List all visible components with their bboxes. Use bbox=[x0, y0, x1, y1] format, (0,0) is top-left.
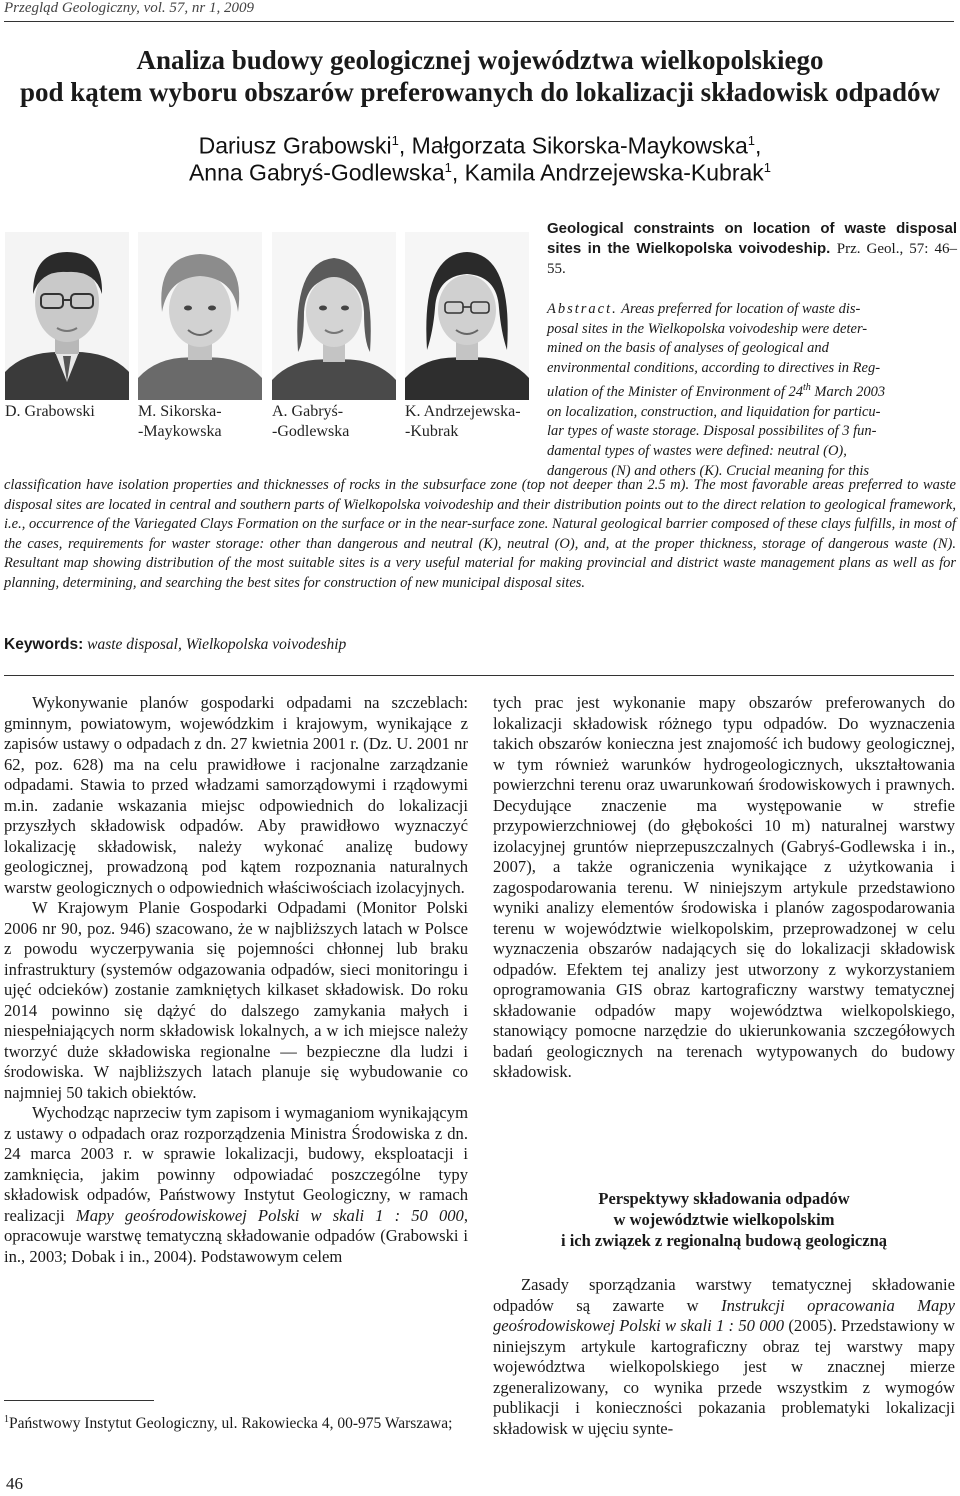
keywords-label: Keywords: bbox=[4, 636, 84, 653]
photo-caption-line: D. Grabowski bbox=[5, 403, 95, 420]
footnote-text: Państwowy Instytut Geologiczny, ul. Rakowiecka 4, 00-975 Warszawa; bbox=[9, 1415, 453, 1433]
authors-line-2: Anna Gabryś-Godlewska$^1$, Kamila Andrzejewska-Kubrak$^1$ bbox=[188, 159, 772, 186]
abstract-line bbox=[547, 378, 957, 402]
abstract-sup: th bbox=[803, 382, 811, 394]
citation-title: Geological constraints on location of waste disposal sites in the Wielkopolska voivodeship. bbox=[547, 220, 957, 257]
footnote-rule bbox=[4, 1400, 154, 1401]
abstract-line: environmental conditions, according to directives in Reg- bbox=[547, 359, 881, 376]
citation-source: Prz. Geol., 57: 46–55. bbox=[547, 241, 957, 277]
abstract-narrow bbox=[547, 300, 957, 481]
right-column-2 bbox=[493, 1275, 955, 1439]
photo-caption-line: M. Sikorska- bbox=[138, 403, 222, 420]
paragraph-italic: Instrukcji opracowania Mapy geośrodowiskowej Polski w skali 1 : 50 000 bbox=[493, 1295, 955, 1335]
author-photo-andrzejewska bbox=[405, 232, 529, 400]
paragraph-text: (2005). Przedstawiony w niniejszym artykule kartograficzny obraz tej warstwy mapy województwa wielkopolskiego jest w znacznej mierze zgeneralizowany, co wynika przede wszystkim z wymogów publikacji i konieczności pokazania problematyki lokalizacji składowisk w ujęciu synte- bbox=[493, 1316, 955, 1438]
author-2: Małgorzata Sikorska-Maykowska bbox=[411, 132, 748, 159]
heading-line: w województwie wielkopolskim bbox=[613, 1210, 835, 1229]
citation bbox=[547, 219, 957, 279]
header-rule bbox=[4, 21, 954, 22]
paragraph: W Krajowym Planie Gospodarki Odpadami (Monitor Polski 2006 nr 90, poz. 946) szacowano, że w najbliższych latach w Polsce z powodu wyczerpywania się pojemności chłonnej lub braku infrastruktury (systemów odgazowania odpadów, sieci monitoringu i ujęć odcieków) zostanie zamkniętych kilkaset składowisk. Do roku 2014 powinno się dążyć do dalszego zamykania małych i niespełniających norm składowisk lokalnych, a w ich miejsce należy tworzyć duże składowiska regionalne — bezpieczne dla ludzi i środowiska. W najbliższych latach planuje się wybudowanie co najmniej 50 takich obiektów. bbox=[4, 898, 468, 1102]
keywords bbox=[4, 636, 346, 654]
affiliation-mark: 1 bbox=[763, 160, 772, 175]
title-line-2: pod kątem wyboru obszarów preferowanych do lokalizacji składowisk odpadów bbox=[19, 77, 941, 107]
abstract-line: damental types of wastes were defined: neutral (O), bbox=[547, 442, 847, 459]
paragraph-italic: Mapy geośrodowiskowej Polski w skali 1 : 50 000 bbox=[75, 1205, 464, 1225]
section-rule bbox=[4, 675, 954, 676]
affiliation-mark: 1 bbox=[444, 160, 452, 175]
photo-caption-line: A. Gabryś- bbox=[272, 403, 344, 420]
paragraph bbox=[493, 1275, 955, 1439]
photo-caption-1 bbox=[5, 402, 95, 422]
abstract-line: mined on the basis of analyses of geological and bbox=[547, 340, 829, 357]
author-1: Dariusz Grabowski bbox=[198, 132, 392, 159]
author-4: Kamila Andrzejewska-Kubrak bbox=[464, 159, 764, 186]
abstract-text: ulation of the Minister of Environment of 24 bbox=[547, 384, 804, 401]
photo-caption-line: -Kubrak bbox=[405, 423, 459, 440]
paragraph-text: Zasady sporządzania warstwy tematycznej składowanie odpadów są zawarte w bbox=[493, 1275, 955, 1315]
title-line-1: Analiza budowy geologicznej województwa wielkopolskiego bbox=[136, 45, 824, 75]
affiliation-mark: 1 bbox=[747, 133, 756, 148]
abstract-full: classification have isolation properties and thicknesses of rocks in the subsurface zone (top not deeper than 2.5 m). The most favorable areas preferred to waste disposal sites are located in central and southern parts of Wielkopolska voivodeship and their distribution points out to the direct relation to geological framework, i.e., occurrence of the Variegated Clays Formation on the surface or in the near-surface zone. Natural geological barrier composed of these clays fulfills, in most of the cases, requirements for waster storage: other than dangerous and neutral (K), neutral (O), and, at the proper thickness, storage of dangerous waste (N). Resultant map showing distribution of the most suitable sites is a very useful material for making provincial and district waste management plans as well as for planning, determining, and searching the best sites for construction of new municipal disposal sites. bbox=[4, 477, 957, 591]
abstract-text: March 2003 bbox=[810, 384, 886, 401]
photo-caption-4 bbox=[405, 402, 521, 442]
abstract-label: Abstract. bbox=[547, 301, 618, 317]
heading-line: i ich związek z regionalną budową geologiczną bbox=[560, 1231, 888, 1250]
right-column bbox=[493, 693, 955, 1083]
paragraph: tych prac jest wykonanie mapy obszarów preferowanych do lokalizacji składowisk różnego typu odpadów. Do wyznaczenia takich obszarów konieczna jest znajomość ich budowy geologicznej, w tym również warunków hydrogeologicznych, ukształtowania powierzchni terenu oraz uwarunkowań środowiskowych i prawnych. Decydujące znaczenie ma występowanie w strefie przypowierzchniowej (do głębokości 10 m) naturalnej warstwy izolacyjnej gruntów nieprzepuszczalnych (Gabryś-Godlewska i in., 2007), a także ograniczenia wynikające z użytkowania i zagospodarowania terenu. W niniejszym artykule przedstawiono wyniki analizy elementów środowiska i planów zagospodarowania terenu w województwie wielkopolskim, przeprowadzonej w celu wyznaczenia obszarów nadających się do lokalizacji składowisk odpadów. Efektem tej analizy jest utworzony z wykorzystaniem oprogramowania GIS obraz kartograficzny warstwy tematycznej składowanie odpadów mapy województwa wielkopolskiego, stanowiący pomocne narzędzie do ukierunkowania szczegółowych badań geologicznych na terenach wytypowanych do budowy składowisk. bbox=[493, 693, 955, 1081]
abstract-line: posal sites in the Wielkopolska voivodeship were deter- bbox=[547, 320, 868, 337]
abstract-line: dangerous (N) and others (K). Crucial meaning for this bbox=[547, 462, 870, 479]
page-number: 46 bbox=[6, 1474, 23, 1493]
author-photo-grabowski bbox=[5, 232, 129, 400]
photo-caption-3 bbox=[272, 402, 349, 442]
photo-caption-line: K. Andrzejewska- bbox=[405, 403, 521, 420]
author-photo-gabrys bbox=[272, 232, 396, 400]
keywords-value: waste disposal, Wielkopolska voivodeship bbox=[87, 636, 347, 653]
abstract-text: Areas preferred for location of waste dis- bbox=[621, 301, 861, 317]
paragraph bbox=[4, 1103, 468, 1267]
heading-line: Perspektywy składowania odpadów bbox=[598, 1189, 850, 1208]
abstract-line: on localization, construction, and liquidation for particu- bbox=[547, 403, 881, 420]
paragraph: Wykonywanie planów gospodarki odpadami na szczeblach: gminnym, powiatowym, wojewódzkim i krajowym, wynikające z zapisów ustawy o odpadach z dn. 27 kwietnia 2001 r. (Dz. U. 2001 nr 62, poz. 628) ma na celu prawidłowe i racjonalne zarządzanie odpadami. Stawia to przed władzami samorządowymi i rządowymi m.in. zadanie wskazania miejsc odpowiednich do lokalizacji przyszłych składowisk odpadów. Aby prawidłowo wyznaczyć lokalizację składowisk, należy wykonać analizę budowy geologicznej, prowadzoną pod kątem rozpoznania naturalnych warstw geologicznych o odpowiednich właściwościach izolacyjnych. bbox=[4, 693, 468, 897]
abstract-line: lar types of waste storage. Disposal possibilites of 3 fun- bbox=[547, 423, 877, 440]
paragraph-text: Wychodząc naprzeciw tym zapisom i wymaganiom wynikającym z ustawy o odpadach oraz rozporządzenia Ministra Środowiska z dn. 24 marca 2003 r. w sprawie lokalizacji, budowy, eksploatacji i zamknięcia, jakim powinny odpowiadać poszczególne typy składowisk odpadów, Państwowy Instytut Geologiczny, w ramach realizacji bbox=[4, 1103, 468, 1225]
journal-header: Przegląd Geologiczny, vol. 57, nr 1, 2009 bbox=[4, 0, 254, 16]
abstract-line bbox=[547, 300, 957, 320]
author-photo-sikorska bbox=[138, 232, 262, 400]
photo-caption-line: -Maykowska bbox=[138, 423, 222, 440]
footnote-mark: 1 bbox=[4, 1414, 9, 1425]
author-3: Anna Gabryś-Godlewska bbox=[188, 159, 445, 186]
authors-line-1: Dariusz Grabowski$^1$, Małgorzata Sikorska-Maykowska$^1$, bbox=[198, 132, 762, 159]
photo-caption-2 bbox=[138, 402, 222, 442]
footnote bbox=[4, 1410, 474, 1434]
affiliation-mark: 1 bbox=[391, 133, 399, 148]
left-column bbox=[4, 693, 468, 1267]
section-heading bbox=[493, 1188, 955, 1251]
photo-caption-line: -Godlewska bbox=[272, 423, 350, 440]
paragraph-text: , opracowuje warstwę tematyczną składowanie odpadów (Grabowski i in., 2003; Dobak i in., 2004). Podstawowym celem bbox=[4, 1205, 468, 1266]
